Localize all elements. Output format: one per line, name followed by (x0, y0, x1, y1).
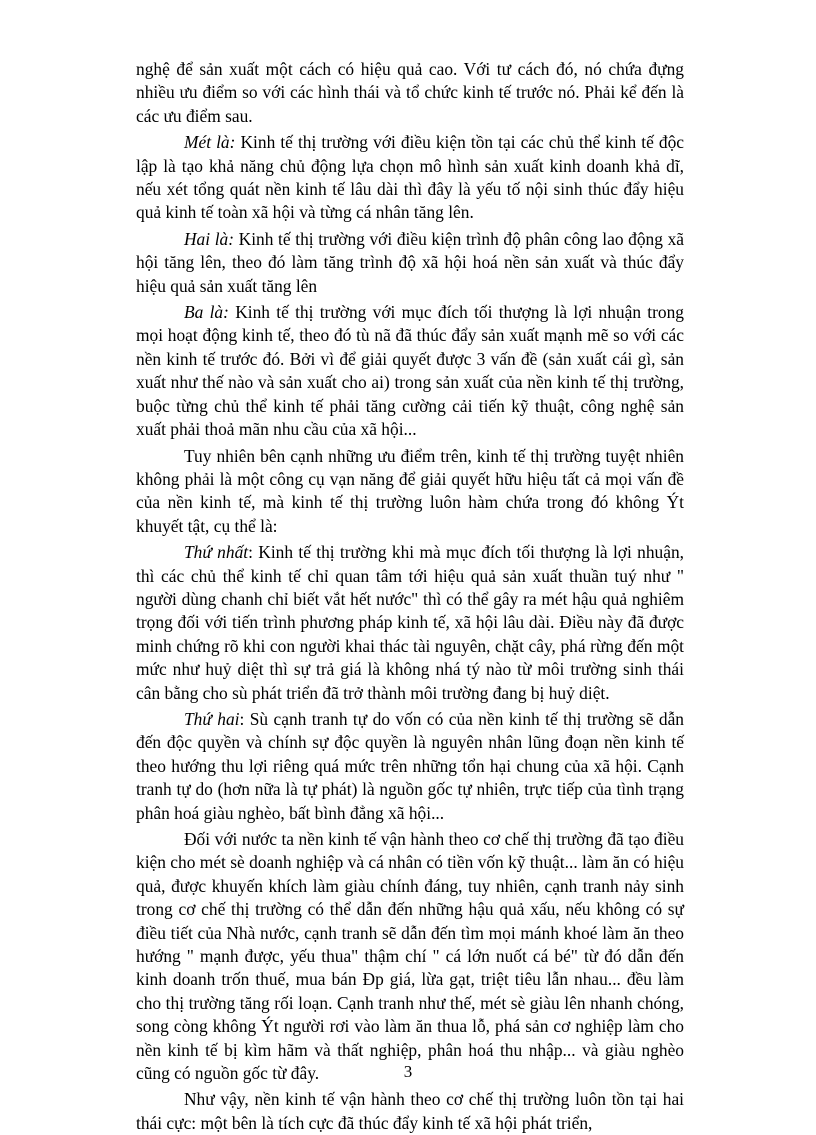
paragraph-lead: Mét là: (184, 132, 236, 153)
paragraph-vietnam (136, 828, 684, 1085)
document-body (136, 58, 684, 1135)
paragraph-lead: Hai là: (184, 228, 235, 249)
paragraph-intro (136, 58, 684, 128)
paragraph-text: Như vậy, nền kinh tế vận hành theo cơ chế thị trường luôn tồn tại hai thái cực: một bên là tích cực đã thúc đẩy kinh tế xã hội phát triển, (136, 1089, 684, 1133)
paragraph-text: Kinh tế thị trường với điều kiện trình độ phân công lao động xã hội tăng lên, theo đó làm tăng trình độ xã hội hoá nền sản xuất và thúc đẩy hiệu quả sản xuất tăng lên (136, 228, 684, 296)
page-number: 3 (403, 1062, 413, 1081)
paragraph-conclusion (136, 1088, 684, 1135)
paragraph-advantage-three (136, 301, 684, 441)
paragraph-lead: Thứ nhất (184, 542, 249, 563)
paragraph-text: : Sù cạnh tranh tự do vốn có của nền kinh tế thị trường sẽ dẫn đến độc quyền và chính sự độc quyền là nguyên nhân lũng đoạn nền kinh tế theo hướng thu lợi riêng quá mức trên những tổn hại chung của xã hội. Cạnh tranh tự do (hơn nữa là tự phát) là nguồn gốc tự nhiên, trực tiếp của tình trạng phân hoá giàu nghèo, bất bình đẳng xã hội... (136, 708, 684, 823)
paragraph-defect-two (136, 708, 684, 825)
paragraph-defect-one (136, 541, 684, 705)
paragraph-text: nghệ để sản xuất một cách có hiệu quả cao. Với tư cách đó, nó chứa đựng nhiều ưu điểm so với các hình thái và tổ chức kinh tế trước nó. Phải kể đến là các ưu điểm sau. (136, 59, 684, 126)
paragraph-lead: Ba là: (184, 302, 229, 323)
paragraph-lead: Thứ hai (184, 708, 240, 729)
paragraph-text: Kinh tế thị trường với điều kiện tồn tại các chủ thể kinh tế độc lập là tạo khả năng chủ động lựa chọn mô hình sản xuất kinh doanh khả dĩ, nếu xét tổng quát nền kinh tế lâu dài thì đây là yếu tố nội sinh thúc đẩy hiệu quả kinh tế toàn xã hội và từng cá nhân tăng lên. (136, 132, 684, 223)
paragraph-text: : Kinh tế thị trường khi mà mục đích tối thượng là lợi nhuận, thì các chủ thể kinh tế chỉ quan tâm tới hiệu quả sản xuất thuần tuý như " người dùng chanh chỉ biết vắt hết nước" thì có thể gây ra mét hậu quả nghiêm trọng đối với tiến trình phương pháp kinh tế, xã hội lâu dài. Điều này đã được minh chứng rõ khi con người khai thác tài nguyên, chặt cây, phá rừng đến một mức như huỷ diệt thì sự trả giá là không nhá tý nào từ môi trường sinh thái cân bằng cho sù phát triển đã trở thành môi trường đang bị huỷ diệt. (136, 542, 685, 703)
paragraph-advantage-two (136, 228, 684, 298)
paragraph-text: Đối với nước ta nền kinh tế vận hành theo cơ chế thị trường đã tạo điều kiện cho mét sè doanh nghiệp và cá nhân có tiền vốn kỹ thuật... làm ăn có hiệu quả, được khuyến khích làm giàu chính đáng, tuy nhiên, cạnh tranh nảy sinh trong cơ chế thị trường có thể dẫn đến những hậu quả xấu, nếu không có sự điều tiết của Nhà nước, cạnh tranh sẽ dẫn đến tìm mọi mánh khoé làm ăn theo hướng " mạnh được, yếu thua" thậm chí " cá lớn nuốt cá bé" từ đó dẫn đến kinh doanh trốn thuế, mua bán Ðp giá, lừa gạt, triệt tiêu lẫn nhau... đều làm cho thị trường tăng rối loạn. Cạnh tranh như thế, mét sè giàu lên nhanh chóng, song còng không Ýt người rơi vào làm ăn thua lỗ, phá sản cơ nghiệp làm cho nền kinh tế bị kìm hãm và thất nghiệp, phân hoá thu nhập... và giàu nghèo cũng có nguồn gốc từ đây. (136, 829, 684, 1084)
paragraph-advantage-one (136, 131, 684, 225)
paragraph-text: Tuy nhiên bên cạnh những ưu điểm trên, kinh tế thị trường tuyệt nhiên không phải là một công cụ vạn năng để giải quyết hữu hiệu tất cả mọi vấn đề của nền kinh tế, mà kinh tế thị trường luôn hàm chứa trong đó không Ýt khuyết tật, cụ thể là: (136, 445, 684, 536)
paragraph-text: Kinh tế thị trường với mục đích tối thượng là lợi nhuận trong mọi hoạt động kinh tế, theo đó tù nã đã thúc đẩy sản xuất mạnh mẽ so với các nền kinh tế trước đó. Bởi vì để giải quyết được 3 vấn đề (sản xuất cái gì, sản xuất như thế nào và sản xuất cho ai) trong sản xuất của nền kinh tế thị trường, buộc từng chủ thể kinh tế phải tăng cường cải tiến kỹ thuật, công nghệ sản xuất phải thoả mãn nhu cầu của xã hội... (136, 302, 685, 440)
paragraph-defects-intro (136, 445, 684, 539)
